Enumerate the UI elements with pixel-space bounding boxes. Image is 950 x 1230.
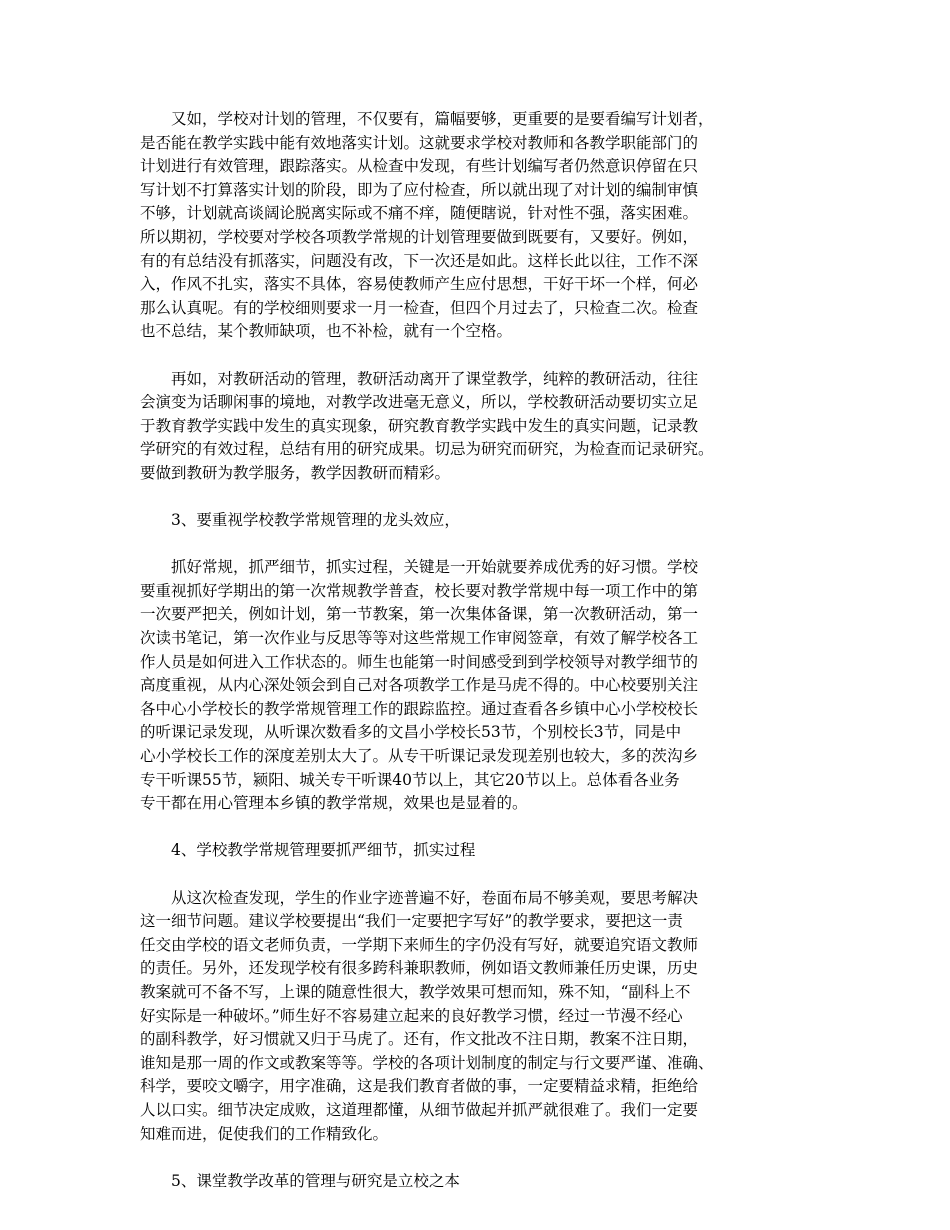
section-heading-5: 5、课堂教学改革的管理与研究是立校之本: [171, 1171, 460, 1190]
section-heading-3: 3、要重视学校教学常规管理的龙头效应，: [171, 511, 460, 530]
paragraph-plan-management: 又如，学校对计划的管理，不仅要有，篇幅要够，更重要的是要看编写计划者， 是否能在教学实践中能有效地落实计划。这就要求学校对教师和各教学职能部门的 计划进行有效管理，跟踪落实。从检查中发现，有些计划编写者仍然意识停留在只 写计划不打算落实计划的阶段，即为了应付检查，所以就出现了对计划的编制审慎 不够，计划就高谈阔论脱离实际或不痛不痒，随便瞎说，针对性不强，落实困难。 所以期初，学校要对学校各项教学常规的计划管理要做到既要有，又要好。例如， 有的有总结没有抓落实，问题没有改，下一次还是如此。这样长此以往，工作不深 入，作风不扎实，落实不具体，容易使教师产生应付思想，干好干坏一个样，何必 那么认真呢。有的学校细则要求一月一检查，但四个月过去了，只检查二次。检查 也不总结，某个教师缺项，也不补检，就有一个空格。: [140, 110, 714, 341]
paragraph-details-process: 从这次检查发现，学生的作业字迹普遍不好，卷面布局不够美观，要思考解决 这一细节问题。建议学校要提出“我们一定要把字写好”的教学要求，要把这一责 任交由学校的语文老师负责，一学期下来师生的字仍没有写好，就要追究语文教师 的责任。另外，还发现学校有很多跨科兼职教师，例如语文教师兼任历史课，历史 教案就可不备不写，上课的随意性很大，教学效果可想而知，殊不知，“副科上不 好实际是一种破坏。”师生好不容易建立起来的良好教学习惯，经过一节漫不经心 的副科教学，好习惯就又归于马虎了。还有，作文批改不注日期，教案不注日期， 谁知是那一周的作文或教案等等。学校的各项计划制度的制定与行文要严谨、准确、 科学，要咬文嚼字，用字准确，这是我们教育者做的事，一定要精益求精，拒绝给 人以口实。细节决定成败，这道理都懂，从细节做起并抓严就很难了。我们一定要 知难而进，促使我们的工作精致化。: [140, 888, 714, 1143]
section-heading-4: 4、学校教学常规管理要抓严细节，抓实过程: [171, 841, 476, 860]
paragraph-routine-leadership: 抓好常规，抓严细节，抓实过程，关键是一开始就要养成优秀的好习惯。学校 要重视抓好学期出的第一次常规教学普查，校长要对教学常规中每一项工作中的第 一次要严把关，例如计划，第一节教案，第一次集体备课，第一次教研活动，第一 次读书笔记，第一次作业与反思等等对这些常规工作审阅签章，有效了解学校各工 作人员是如何进入工作状态的。师生也能第一时间感受到到学校领导对教学细节的 高度重视，从内心深处领会到自己对各项教学工作是马虎不得的。中心校要别关注 各中心小学校长的教学常规管理工作的跟踪监控。通过查看各乡镇中心小学校校长 的听课记录发现，从听课次数看多的文昌小学校长53节，个别校长3节，同是中 心小学校长工作的深度差别太大了。从专干听课记录发现差别也较大，多的茨沟乡 专干听课55节，颍阳、城关专干听课40节以上，其它20节以上。总体看各业务 专干都在用心管理本乡镇的教学常规，效果也是显着的。: [140, 558, 699, 813]
paragraph-research-activities: 再如，对教研活动的管理，教研活动离开了课堂教学，纯粹的教研活动，往往 会演变为话聊闲事的境地，对教学改进毫无意义，所以，学校教研活动要切实立足 于教育教学实践中发生的真实现象，研究教育教学实践中发生的真实问题，记录教 学研究的有效过程，总结有用的研究成果。切忌为研究而研究，为检查而记录研究。 要做到教研为教学服务，教学因教研而精彩。: [140, 369, 714, 482]
document-page: [140, 108, 832, 1217]
